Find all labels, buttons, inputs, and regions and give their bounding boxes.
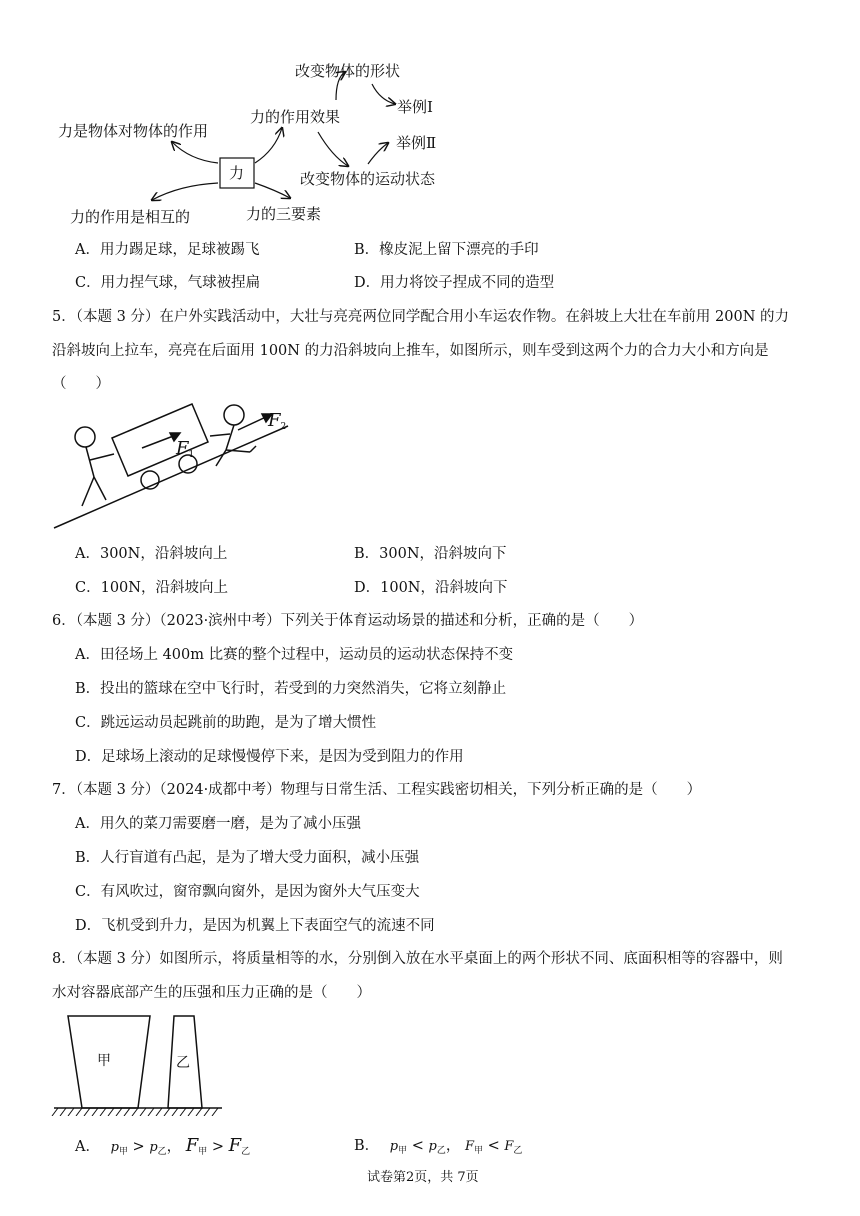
object-label: 力是物体对物体的作用 (58, 122, 209, 140)
q8-a-f2: F (228, 1135, 242, 1156)
three-elements-label: 力的三要素 (246, 205, 322, 223)
f1-label (176, 438, 194, 460)
q4-option-a: A．用力踢足球，足球被踢飞 (75, 242, 260, 258)
q8-option-b (354, 1136, 522, 1161)
q8-a-op1: > (132, 1139, 145, 1155)
q5-option-d: D．100N，沿斜坡向下 (354, 580, 508, 596)
q6-stem: 6．（本题 3 分）（2023·滨州中考）下列关于体育运动场景的描述和分析，正确的是（ ） (52, 613, 644, 629)
shape-label: 改变物体的形状 (295, 62, 401, 80)
q8-a-p1-sub: 甲 (118, 1147, 128, 1157)
f2-subscript: 2 (280, 422, 287, 432)
motion-label: 改变物体的运动状态 (300, 170, 436, 188)
q8-option-a (75, 1136, 250, 1162)
q4-option-d: D．用力将饺子捏成不同的造型 (354, 275, 555, 291)
q8-b-f2-sub: 乙 (513, 1146, 523, 1156)
q8-a-comma: ， (166, 1139, 182, 1155)
q7-option-a: A．用久的菜刀需要磨一磨，是为了减小压强 (75, 816, 361, 832)
q6-option-d: D．足球场上滚动的足球慢慢停下来，是因为受到阻力的作用 (75, 749, 464, 765)
q4-option-c: C．用力捏气球，气球被捏扁 (75, 275, 261, 291)
q8-b-p1: p (389, 1139, 399, 1154)
q8-b-p1-sub: 甲 (398, 1146, 408, 1156)
f1-subscript: 1 (188, 450, 195, 460)
container-yi-label: 乙 (176, 1055, 190, 1071)
f1-symbol: F (176, 438, 189, 459)
q8-b-p2-sub: 乙 (436, 1146, 446, 1156)
mutual-label: 力的作用是相互的 (70, 208, 191, 226)
center-label: 力 (229, 164, 245, 182)
q5-stem-line2: 沿斜坡向上拉车，亮亮在后面用 100N 的力沿斜坡向上推车，如图所示，则车受到这两个力的合力大小和方向是 (52, 343, 769, 359)
q8-b-op1: < (411, 1138, 424, 1154)
container-jia-label: 甲 (97, 1053, 111, 1069)
q6-option-c: C．跳远运动员起跳前的助跑，是为了增大惯性 (75, 715, 377, 731)
q7-option-c: C．有风吹过，窗帘飘向窗外，是因为窗外大气压变大 (75, 884, 420, 900)
q7-option-b: B．人行盲道有凸起，是为了增大受力面积，减小压强 (75, 850, 420, 866)
q8-containers-figure (50, 1010, 230, 1116)
q5-option-a: A．300N，沿斜坡向上 (75, 546, 228, 562)
q6-option-b: B．投出的篮球在空中飞行时，若受到的力突然消失，它将立刻静止 (75, 681, 507, 697)
q8-stem-line2: 水对容器底部产生的压强和压力正确的是（ ） (52, 985, 371, 1001)
q8-b-p2: p (428, 1139, 437, 1154)
f2-label (268, 410, 286, 432)
page-footer: 试卷第2页，共 7页 (367, 1170, 479, 1185)
q8-a-f1-sub: 甲 (198, 1147, 208, 1157)
q5-stem-line3: （ ） (52, 376, 110, 392)
q8-a-f1: F (185, 1135, 199, 1156)
effect-label: 力的作用效果 (250, 108, 341, 126)
q6-option-a: A．田径场上 400m 比赛的整个过程中，运动员的运动状态保持不变 (75, 647, 514, 663)
q8-b-letter: B． (354, 1138, 380, 1154)
example2-label: 举例Ⅱ (396, 134, 437, 152)
q8-a-f2-sub: 乙 (241, 1147, 251, 1157)
q8-b-f1: F (464, 1139, 474, 1154)
q5-option-b: B．300N，沿斜坡向下 (354, 546, 507, 562)
q8-b-f2: F (504, 1139, 514, 1154)
q8-a-p2: p (149, 1140, 158, 1155)
q7-option-d: D．飞机受到升力，是因为机翼上下表面空气的流速不同 (75, 918, 435, 934)
q8-b-comma: ， (445, 1138, 461, 1154)
q8-b-op2: < (487, 1138, 500, 1154)
q8-b-f1-sub: 甲 (473, 1146, 483, 1156)
q8-a-op2: > (211, 1139, 225, 1155)
q8-a-p2-sub: 乙 (157, 1147, 167, 1157)
q8-a-p1: p (110, 1140, 119, 1155)
q5-stem-line1: 5．（本题 3 分）在户外实践活动中，大壮与亮亮两位同学配合用小车运农作物。在斜坡上大壮在车前用 200N 的力 (52, 309, 789, 325)
q5-option-c: C．100N，沿斜坡向上 (75, 580, 228, 596)
q7-stem: 7．（本题 3 分）（2024·成都中考）物理与日常生活、工程实践密切相关，下列分析正确的是（ ） (52, 782, 702, 798)
q8-stem-line1: 8．（本题 3 分）如图所示，将质量相等的水，分别倒入放在水平桌面上的两个形状不同、底面积相等的容器中，则 (52, 951, 783, 967)
example1-label: 举例Ⅰ (397, 98, 433, 116)
q8-a-letter: A． (75, 1139, 100, 1155)
q4-option-b: B．橡皮泥上留下漂亮的手印 (354, 242, 539, 258)
f2-symbol: F (268, 410, 281, 431)
